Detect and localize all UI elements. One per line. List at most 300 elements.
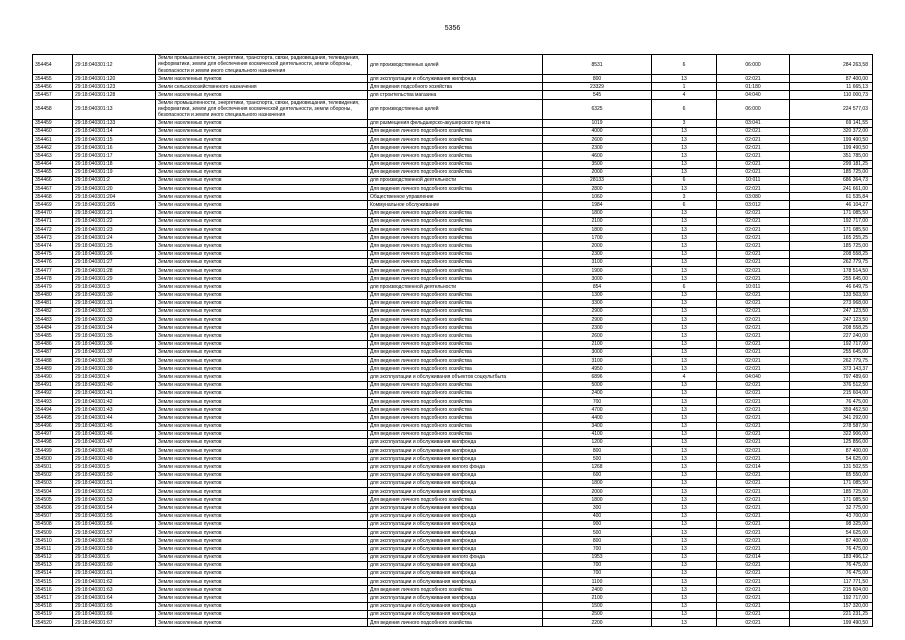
cadastral-value-cell: 76 475,00 (790, 545, 873, 553)
area-cell: 1800 (543, 496, 652, 504)
land-category-cell: Земли населенных пунктов (156, 422, 368, 430)
area-cell: 2800 (543, 185, 652, 193)
cadastral-number-cell: 29:18:040301:40 (73, 381, 156, 389)
area-cell: 800 (543, 537, 652, 545)
cadastral-number-cell: 29:18:040301:20 (73, 185, 156, 193)
permitted-use-cell: Для ведения личного подсобного хозяйства (368, 619, 543, 627)
permitted-use-cell: для эксплуатации и обслуживания объектов соцкультбыта (368, 373, 543, 381)
cadastral-number-cell: 29:18:040301:19 (73, 168, 156, 176)
group-cell: 13 (652, 299, 717, 307)
group-cell: 13 (652, 348, 717, 356)
group-cell: 13 (652, 381, 717, 389)
land-category-cell: Земли населенных пунктов (156, 537, 368, 545)
land-category-cell: Земли населенных пунктов (156, 119, 368, 127)
row-number-cell: 354460 (33, 127, 73, 135)
area-cell: 4400 (543, 414, 652, 422)
row-number-cell: 354513 (33, 561, 73, 569)
cadastral-value-cell: 192 717,00 (790, 594, 873, 602)
use-code-cell: 02:021 (717, 185, 790, 193)
cadastral-value-cell: 797 489,60 (790, 373, 873, 381)
group-cell: 6 (652, 55, 717, 75)
cadastral-number-cell: 29:18:040301:133 (73, 119, 156, 127)
use-code-cell: 02:021 (717, 316, 790, 324)
land-category-cell: Земли населенных пунктов (156, 397, 368, 405)
permitted-use-cell: Для ведения личного подсобного хозяйства (368, 242, 543, 250)
page-number: 5356 (444, 25, 461, 32)
permitted-use-cell: Для ведения личного подсобного хозяйства (368, 332, 543, 340)
cadastral-number-cell: 29:18:040301:52 (73, 488, 156, 496)
area-cell: 1800 (543, 209, 652, 217)
table-row (33, 578, 873, 586)
cadastral-value-cell: 247 123,50 (790, 307, 873, 315)
permitted-use-cell: для эксплуатации и обслуживания жилфонда (368, 75, 543, 83)
table-row (33, 275, 873, 283)
cadastral-value-cell: 54 625,00 (790, 528, 873, 536)
permitted-use-cell: для эксплуатации и обслуживания жилфонда (368, 545, 543, 553)
cadastral-value-cell: 157 320,00 (790, 602, 873, 610)
land-category-cell: Земли населенных пунктов (156, 291, 368, 299)
cadastral-number-cell: 29:18:040301:35 (73, 332, 156, 340)
cadastral-number-cell: 29:18:040301:57 (73, 528, 156, 536)
row-number-cell: 354477 (33, 266, 73, 274)
permitted-use-cell: Для ведения личного подсобного хозяйства (368, 234, 543, 242)
area-cell: 700 (543, 397, 652, 405)
table-row (33, 545, 873, 553)
use-code-cell: 02:021 (717, 250, 790, 258)
area-cell: 4950 (543, 365, 652, 373)
group-cell: 13 (652, 316, 717, 324)
row-number-cell: 354464 (33, 160, 73, 168)
permitted-use-cell: для производственных целей (368, 99, 543, 119)
land-category-cell: Земли населенных пунктов (156, 610, 368, 618)
permitted-use-cell: Для ведения личного подсобного хозяйства (368, 422, 543, 430)
land-category-cell: Земли сельскохозяйственного назначения (156, 83, 368, 91)
table-row (33, 217, 873, 225)
table-row (33, 144, 873, 152)
row-number-cell: 354455 (33, 75, 73, 83)
use-code-cell: 02:021 (717, 406, 790, 414)
use-code-cell: 02:021 (717, 381, 790, 389)
use-code-cell: 02:021 (717, 348, 790, 356)
table-row (33, 91, 873, 99)
row-number-cell: 354476 (33, 258, 73, 266)
table-row (33, 512, 873, 520)
use-code-cell: 02:021 (717, 275, 790, 283)
cadastral-number-cell: 29:18:040301:22 (73, 217, 156, 225)
cadastral-number-cell: 29:18:040301:60 (73, 561, 156, 569)
land-category-cell: Земли населенных пунктов (156, 185, 368, 193)
land-category-cell: Земли населенных пунктов (156, 504, 368, 512)
permitted-use-cell: для эксплуатации и обслуживания жилфонда (368, 479, 543, 487)
use-code-cell: 06:000 (717, 55, 790, 75)
cadastral-number-cell: 29:18:040301:120 (73, 75, 156, 83)
cadastral-number-cell: 29:18:040301:54 (73, 504, 156, 512)
permitted-use-cell: для эксплуатации и обслуживания жилфонда (368, 455, 543, 463)
land-category-cell: Земли населенных пунктов (156, 275, 368, 283)
land-category-cell: Земли населенных пунктов (156, 389, 368, 397)
cadastral-value-cell: 208 558,25 (790, 250, 873, 258)
permitted-use-cell: Для ведения личного подсобного хозяйства (368, 406, 543, 414)
group-cell: 13 (652, 553, 717, 561)
use-code-cell: 02:021 (717, 160, 790, 168)
cadastral-value-cell: 185 725,00 (790, 242, 873, 250)
group-cell: 6 (652, 201, 717, 209)
land-category-cell: Земли населенных пунктов (156, 283, 368, 291)
group-cell: 13 (652, 610, 717, 618)
table-row (33, 55, 873, 75)
use-code-cell: 02:021 (717, 528, 790, 536)
row-number-cell: 354485 (33, 332, 73, 340)
cadastral-number-cell: 29:18:040301:4 (73, 373, 156, 381)
row-number-cell: 354496 (33, 422, 73, 430)
permitted-use-cell: для эксплуатации и обслуживания жилфонда (368, 520, 543, 528)
row-number-cell: 354517 (33, 594, 73, 602)
row-number-cell: 354514 (33, 569, 73, 577)
cadastral-number-cell: 29:18:040301:61 (73, 569, 156, 577)
cadastral-number-cell: 29:18:040301:56 (73, 520, 156, 528)
row-number-cell: 354495 (33, 414, 73, 422)
table-row (33, 266, 873, 274)
permitted-use-cell: для производственной деятельности (368, 283, 543, 291)
land-category-cell: Земли населенных пунктов (156, 594, 368, 602)
use-code-cell: 02:021 (717, 561, 790, 569)
land-category-cell: Земли населенных пунктов (156, 602, 368, 610)
land-category-cell: Земли населенных пунктов (156, 135, 368, 143)
permitted-use-cell: Для ведения личного подсобного хозяйства (368, 152, 543, 160)
table-row (33, 471, 873, 479)
cadastral-number-cell: 29:18:040301:51 (73, 479, 156, 487)
table-row (33, 373, 873, 381)
area-cell: 1953 (543, 553, 652, 561)
area-cell: 3100 (543, 258, 652, 266)
group-cell: 13 (652, 463, 717, 471)
area-cell: 2100 (543, 217, 652, 225)
permitted-use-cell: Для ведения личного подсобного хозяйства (368, 365, 543, 373)
group-cell: 13 (652, 414, 717, 422)
land-category-cell: Земли населенных пунктов (156, 307, 368, 315)
permitted-use-cell: Для ведения личного подсобного хозяйства (368, 127, 543, 135)
group-cell: 4 (652, 91, 717, 99)
group-cell: 13 (652, 471, 717, 479)
land-category-cell: Земли населенных пунктов (156, 471, 368, 479)
group-cell: 13 (652, 561, 717, 569)
row-number-cell: 354490 (33, 373, 73, 381)
cadastral-number-cell: 29:18:040301:43 (73, 406, 156, 414)
cadastral-number-cell: 29:18:040301:47 (73, 438, 156, 446)
area-cell: 2600 (543, 135, 652, 143)
use-code-cell: 02:021 (717, 545, 790, 553)
table-row (33, 488, 873, 496)
area-cell: 1268 (543, 463, 652, 471)
group-cell: 13 (652, 340, 717, 348)
table-row (33, 561, 873, 569)
permitted-use-cell: Для ведения личного подсобного хозяйства (368, 299, 543, 307)
group-cell: 13 (652, 504, 717, 512)
use-code-cell: 02:021 (717, 234, 790, 242)
permitted-use-cell: для эксплуатации и обслуживания жилфонда (368, 578, 543, 586)
cadastral-value-cell: 171 085,50 (790, 496, 873, 504)
cadastral-number-cell: 29:18:040301:2 (73, 176, 156, 184)
permitted-use-cell: Общественное управление (368, 193, 543, 201)
cadastral-value-cell: 359 452,50 (790, 406, 873, 414)
cadastral-value-cell: 208 558,25 (790, 324, 873, 332)
group-cell: 13 (652, 545, 717, 553)
use-code-cell: 02:021 (717, 488, 790, 496)
land-category-cell: Земли населенных пунктов (156, 569, 368, 577)
table-row (33, 586, 873, 594)
group-cell: 13 (652, 291, 717, 299)
row-number-cell: 354500 (33, 455, 73, 463)
row-number-cell: 354501 (33, 463, 73, 471)
row-number-cell: 354482 (33, 307, 73, 315)
use-code-cell: 02:021 (717, 340, 790, 348)
permitted-use-cell: Для ведения личного подсобного хозяйства (368, 389, 543, 397)
row-number-cell: 354499 (33, 447, 73, 455)
cadastral-number-cell: 29:18:040301:25 (73, 242, 156, 250)
permitted-use-cell: Для ведения личного подсобного хозяйства (368, 340, 543, 348)
table-row (33, 176, 873, 184)
use-code-cell: 02:021 (717, 324, 790, 332)
cadastral-number-cell: 29:18:040301:12 (73, 55, 156, 75)
group-cell: 13 (652, 332, 717, 340)
permitted-use-cell: Для ведения личного подсобного хозяйства (368, 160, 543, 168)
row-number-cell: 354497 (33, 430, 73, 438)
use-code-cell: 02:021 (717, 496, 790, 504)
cadastral-value-cell: 171 085,50 (790, 226, 873, 234)
row-number-cell: 354498 (33, 438, 73, 446)
group-cell: 13 (652, 569, 717, 577)
permitted-use-cell: Для ведения личного подсобного хозяйства (368, 217, 543, 225)
use-code-cell: 03:080 (717, 193, 790, 201)
land-category-cell: Земли населенных пунктов (156, 299, 368, 307)
land-category-cell: Земли населенных пунктов (156, 373, 368, 381)
area-cell: 4100 (543, 430, 652, 438)
cadastral-value-cell: 199 490,50 (790, 619, 873, 627)
table-row (33, 119, 873, 127)
cadastral-number-cell: 29:18:040301:16 (73, 144, 156, 152)
row-number-cell: 354481 (33, 299, 73, 307)
area-cell: 3000 (543, 275, 652, 283)
row-number-cell: 354465 (33, 168, 73, 176)
cadastral-number-cell: 29:18:040301:58 (73, 537, 156, 545)
area-cell: 1100 (543, 578, 652, 586)
table-row (33, 250, 873, 258)
cadastral-value-cell: 125 856,00 (790, 438, 873, 446)
land-category-cell: Земли населенных пунктов (156, 455, 368, 463)
group-cell: 13 (652, 168, 717, 176)
land-category-cell: Земли населенных пунктов (156, 528, 368, 536)
table-row (33, 447, 873, 455)
land-category-cell: Земли населенных пунктов (156, 578, 368, 586)
area-cell: 800 (543, 447, 652, 455)
table-row (33, 258, 873, 266)
area-cell: 900 (543, 520, 652, 528)
table-row (33, 610, 873, 618)
permitted-use-cell: Для ведения подсобного хозяйства (368, 83, 543, 91)
land-category-cell: Земли населенных пунктов (156, 209, 368, 217)
cadastral-value-cell: 224 577,03 (790, 99, 873, 119)
use-code-cell: 02:021 (717, 365, 790, 373)
cadastral-number-cell: 29:18:040301:65 (73, 602, 156, 610)
cadastral-number-cell: 29:18:040301:33 (73, 316, 156, 324)
cadastral-value-cell: 76 475,00 (790, 569, 873, 577)
area-cell: 854 (543, 283, 652, 291)
land-category-cell: Земли населенных пунктов (156, 463, 368, 471)
cadastral-value-cell: 215 604,00 (790, 586, 873, 594)
land-category-cell: Земли населенных пунктов (156, 226, 368, 234)
land-category-cell: Земли населенных пунктов (156, 258, 368, 266)
use-code-cell: 02:021 (717, 479, 790, 487)
cadastral-number-cell: 29:18:040301:23 (73, 226, 156, 234)
cadastral-value-cell: 320 372,00 (790, 127, 873, 135)
row-number-cell: 354454 (33, 55, 73, 75)
land-category-cell: Земли населенных пунктов (156, 75, 368, 83)
use-code-cell: 02:014 (717, 553, 790, 561)
cadastral-value-cell: 227 240,00 (790, 332, 873, 340)
group-cell: 13 (652, 619, 717, 627)
area-cell: 2500 (543, 610, 652, 618)
row-number-cell: 354488 (33, 357, 73, 365)
land-category-cell: Земли населенных пунктов (156, 340, 368, 348)
table-row (33, 619, 873, 627)
use-code-cell: 02:021 (717, 209, 790, 217)
area-cell: 2300 (543, 324, 652, 332)
permitted-use-cell: Для ведения личного подсобного хозяйства (368, 275, 543, 283)
permitted-use-cell: для эксплуатации и обслуживания жилфонда (368, 537, 543, 545)
row-number-cell: 354475 (33, 250, 73, 258)
row-number-cell: 354492 (33, 389, 73, 397)
land-category-cell: Земли населенных пунктов (156, 496, 368, 504)
land-category-cell: Земли населенных пунктов (156, 438, 368, 446)
area-cell: 500 (543, 455, 652, 463)
row-number-cell: 354493 (33, 397, 73, 405)
table-row (33, 291, 873, 299)
group-cell: 13 (652, 594, 717, 602)
area-cell: 700 (543, 545, 652, 553)
land-category-cell: Земли населенных пунктов (156, 561, 368, 569)
group-cell: 13 (652, 226, 717, 234)
cadastral-value-cell: 262 779,75 (790, 357, 873, 365)
cadastral-value-cell: 185 725,00 (790, 168, 873, 176)
permitted-use-cell: Для ведения личного подсобного хозяйства (368, 135, 543, 143)
cadastral-number-cell: 29:18:040301:204 (73, 193, 156, 201)
table-row (33, 83, 873, 91)
use-code-cell: 02:021 (717, 430, 790, 438)
cadastral-number-cell: 29:18:040301:39 (73, 365, 156, 373)
cadastral-value-cell: 87 400,00 (790, 75, 873, 83)
permitted-use-cell: Для ведения личного подсобного хозяйства (368, 430, 543, 438)
land-category-cell: Земли населенных пунктов (156, 193, 368, 201)
group-cell: 13 (652, 242, 717, 250)
use-code-cell: 02:021 (717, 414, 790, 422)
table-row (33, 357, 873, 365)
land-category-cell: Земли промышленности, энергетики, транспорта, связи, радиовещания, телевидения, информатики, земли для обеспечения космической деятельности, земли обороны, безопасности и земли иного специального назначения (156, 55, 368, 75)
row-number-cell: 354478 (33, 275, 73, 283)
land-category-cell: Земли населенных пунктов (156, 217, 368, 225)
land-category-cell: Земли населенных пунктов (156, 127, 368, 135)
land-category-cell: Земли населенных пунктов (156, 316, 368, 324)
row-number-cell: 354511 (33, 545, 73, 553)
row-number-cell: 354473 (33, 234, 73, 242)
permitted-use-cell: для эксплуатации и обслуживания жилфонда (368, 610, 543, 618)
cadastral-number-cell: 29:18:040301:59 (73, 545, 156, 553)
permitted-use-cell: Для ведения личного подсобного хозяйства (368, 250, 543, 258)
cadastral-value-cell: 171 085,50 (790, 209, 873, 217)
cadastral-value-cell: 351 785,00 (790, 152, 873, 160)
permitted-use-cell: Для ведения личного подсобного хозяйства (368, 586, 543, 594)
land-category-cell: Земли населенных пунктов (156, 586, 368, 594)
table-row (33, 389, 873, 397)
use-code-cell: 02:021 (717, 168, 790, 176)
cadastral-value-cell: 341 292,00 (790, 414, 873, 422)
cadastral-number-cell: 29:18:040301:37 (73, 348, 156, 356)
table-row (33, 422, 873, 430)
land-registry-table (32, 54, 873, 627)
cadastral-number-cell: 29:18:040301:26 (73, 250, 156, 258)
group-cell: 13 (652, 185, 717, 193)
cadastral-number-cell: 29:18:040301:3 (73, 283, 156, 291)
group-cell: 13 (652, 266, 717, 274)
cadastral-number-cell: 29:18:040301:67 (73, 619, 156, 627)
area-cell: 2300 (543, 144, 652, 152)
permitted-use-cell: Для ведения личного подсобного хозяйства (368, 496, 543, 504)
permitted-use-cell: Для ведения личного подсобного хозяйства (368, 381, 543, 389)
cadastral-number-cell: 29:18:040301:13 (73, 99, 156, 119)
cadastral-number-cell: 29:18:040301:123 (73, 83, 156, 91)
cadastral-value-cell: 110 000,73 (790, 91, 873, 99)
group-cell: 1 (652, 83, 717, 91)
cadastral-number-cell: 29:18:040301:21 (73, 209, 156, 217)
table-row (33, 226, 873, 234)
row-number-cell: 354469 (33, 201, 73, 209)
table-row (33, 152, 873, 160)
land-category-cell: Земли населенных пунктов (156, 160, 368, 168)
permitted-use-cell: Для ведения личного подсобного хозяйства (368, 266, 543, 274)
land-category-cell: Земли населенных пунктов (156, 234, 368, 242)
land-category-cell: Земли населенных пунктов (156, 512, 368, 520)
use-code-cell: 02:021 (717, 152, 790, 160)
permitted-use-cell: для эксплуатации и обслуживания жилфонда (368, 447, 543, 455)
permitted-use-cell: для эксплуатации и обслуживания жилфонда (368, 512, 543, 520)
permitted-use-cell: для эксплуатации и обслуживания жилфонда (368, 594, 543, 602)
group-cell: 13 (652, 422, 717, 430)
land-category-cell: Земли населенных пунктов (156, 553, 368, 561)
land-category-cell: Земли населенных пунктов (156, 406, 368, 414)
use-code-cell: 10:011 (717, 176, 790, 184)
area-cell: 3400 (543, 422, 652, 430)
use-code-cell: 02:021 (717, 422, 790, 430)
use-code-cell: 02:021 (717, 504, 790, 512)
cadastral-value-cell: 171 085,50 (790, 479, 873, 487)
area-cell: 1060 (543, 193, 652, 201)
area-cell: 700 (543, 561, 652, 569)
table-row (33, 348, 873, 356)
table-row (33, 340, 873, 348)
table-row (33, 168, 873, 176)
cadastral-value-cell: 76 475,00 (790, 561, 873, 569)
cadastral-number-cell: 29:18:040301:48 (73, 447, 156, 455)
group-cell: 13 (652, 152, 717, 160)
use-code-cell: 03:012 (717, 201, 790, 209)
land-category-cell: Земли населенных пунктов (156, 332, 368, 340)
cadastral-number-cell: 29:18:040301:15 (73, 135, 156, 143)
table-row (33, 242, 873, 250)
group-cell: 13 (652, 135, 717, 143)
cadastral-number-cell: 29:18:040301:38 (73, 357, 156, 365)
land-category-cell: Земли населенных пунктов (156, 619, 368, 627)
land-category-cell: Земли населенных пунктов (156, 357, 368, 365)
area-cell: 3300 (543, 299, 652, 307)
